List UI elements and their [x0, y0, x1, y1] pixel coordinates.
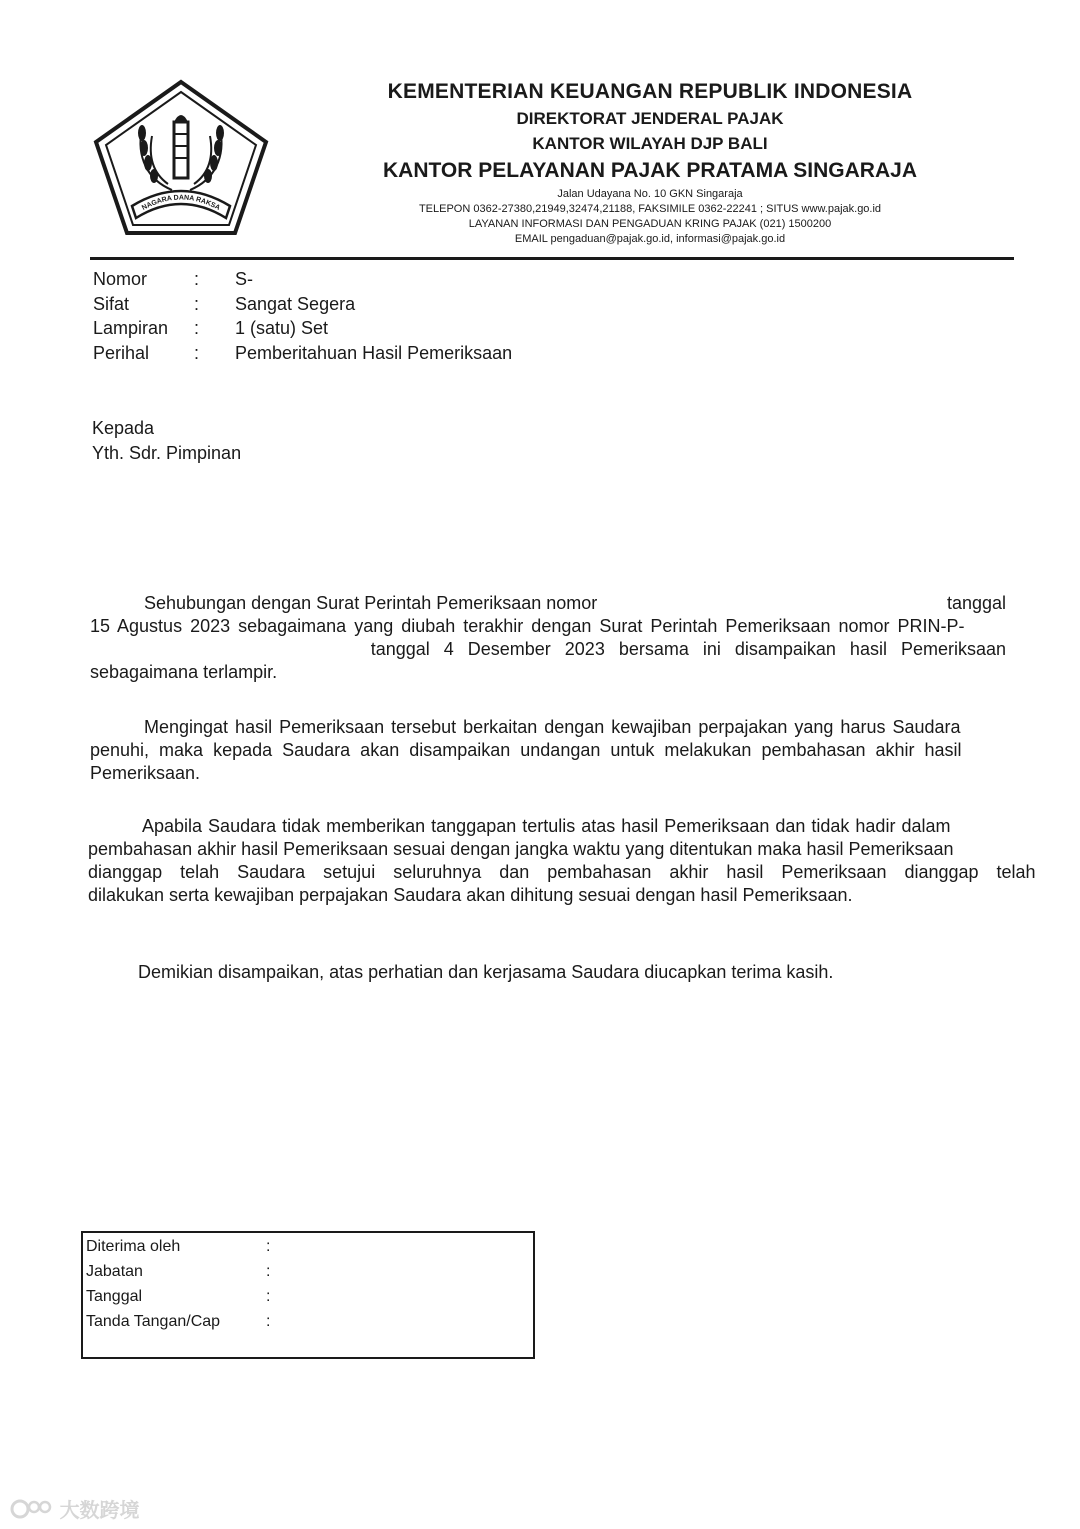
receipt-label: Tanda Tangan/Cap [86, 1313, 221, 1330]
paragraph-line: Mengingat hasil Pemeriksaan tersebut berkaitan dengan kewajiban perpajakan yang harus Saudara [144, 717, 961, 737]
meta-label: Lampiran [93, 318, 169, 338]
email-line: EMAIL pengaduan@pajak.go.id, informasi@pajak.go.id [514, 233, 786, 245]
paragraph-line: tanggal 4 Desember 2023 bersama ini disampaikan hasil Pemeriksaan [370, 639, 1006, 659]
watermark-text: 大数跨境 [59, 1500, 140, 1522]
paragraph-1 [90, 592, 1006, 684]
receipt-row [86, 1313, 271, 1331]
office-address: Jalan Udayana No. 10 GKN Singaraja [557, 188, 743, 200]
paragraph-line [90, 615, 1006, 638]
paragraph-line: dilakukan serta kewajiban perpajakan Saudara akan dihitung sesuai dengan hasil Pemeriksaan. [88, 885, 853, 905]
watermark [10, 1494, 140, 1523]
regional-office-name: KANTOR WILAYAH DJP BALI [532, 134, 768, 153]
receipt-label: Tanggal [86, 1288, 143, 1305]
receipt-row [86, 1263, 271, 1281]
paragraph-line: sebagaimana terlampir. [90, 662, 278, 682]
paragraph-line: pembahasan akhir hasil Pemeriksaan sesuai dengan jangka waktu yang ditentukan maka hasil Pemeriksaan [88, 839, 954, 859]
meta-value: 1 (satu) Set [235, 318, 329, 338]
paragraph-line: dianggap telah Saudara setujui seluruhnya dan pembahasan akhir hasil Pemeriksaan dianggap telah [88, 862, 1036, 882]
meta-value: Sangat Segera [235, 294, 356, 314]
meta-colon: : [194, 343, 200, 363]
meta-label: Nomor [93, 269, 148, 289]
text-segment: Sehubungan dengan Surat Perintah Pemeriksaan nomor [144, 593, 598, 613]
meta-label: Perihal [93, 343, 150, 363]
receipt-label: Diterima oleh [86, 1238, 181, 1255]
receipt-colon: : [266, 1313, 271, 1330]
paragraph-3 [88, 815, 1036, 907]
directorate-name: DIREKTORAT JENDERAL PAJAK [516, 109, 784, 128]
paragraph-line: Apabila Saudara tidak memberikan tanggapan tertulis atas hasil Pemeriksaan dan tidak hadir dalam [142, 816, 951, 836]
receipt-label: Jabatan [86, 1263, 143, 1280]
meta-colon: : [194, 294, 200, 314]
paragraph-line: penuhi, maka kepada Saudara akan disampaikan undangan untuk melakukan pembahasan akhir hasil [90, 740, 962, 760]
meta-label: Sifat [93, 294, 130, 314]
recipient-addressee: Yth. Sdr. Pimpinan [92, 443, 242, 463]
meta-value: S- [235, 269, 253, 289]
paragraph-line: Pemeriksaan. [90, 763, 201, 783]
closing-sentence: Demikian disampaikan, atas perhatian dan kerjasama Saudara diucapkan terima kasih. [138, 962, 834, 982]
meta-value: Pemberitahuan Hasil Pemeriksaan [235, 343, 513, 363]
logo-motto: NAGARA DANA RAKSA [140, 194, 222, 212]
receipt-row [86, 1288, 271, 1306]
receipt-colon: : [266, 1288, 271, 1305]
office-name: KANTOR PELAYANAN PAJAK PRATAMA SINGARAJA [382, 159, 917, 182]
paragraph-line [144, 592, 1006, 615]
meta-colon: : [194, 269, 200, 289]
receipt-row [86, 1238, 271, 1256]
recipient-greeting: Kepada [92, 418, 155, 438]
meta-colon: : [194, 318, 200, 338]
receipt-colon: : [266, 1263, 271, 1280]
service-line: LAYANAN INFORMASI DAN PENGADUAN KRING PAJAK (021) 1500200 [468, 218, 832, 230]
receipt-box [81, 1231, 535, 1359]
text-segment: tanggal [946, 593, 1006, 613]
letterhead-divider [90, 257, 1014, 260]
phone-line: TELEPON 0362-27380,21949,32474,21188, FAKSIMILE 0362-22241 ; SITUS www.pajak.go.id [418, 203, 882, 215]
djp-logo [92, 78, 270, 238]
text-segment: 15 Agustus 2023 sebagaimana yang diubah terakhir dengan Surat Perintah Pemeriksaan nomor PRIN-P- [90, 616, 965, 636]
watermark-logo-icon [10, 1498, 54, 1520]
receipt-colon: : [266, 1238, 271, 1255]
ministry-name: KEMENTERIAN KEUANGAN REPUBLIK INDONESIA [387, 80, 913, 103]
paragraph-2 [90, 716, 1006, 785]
